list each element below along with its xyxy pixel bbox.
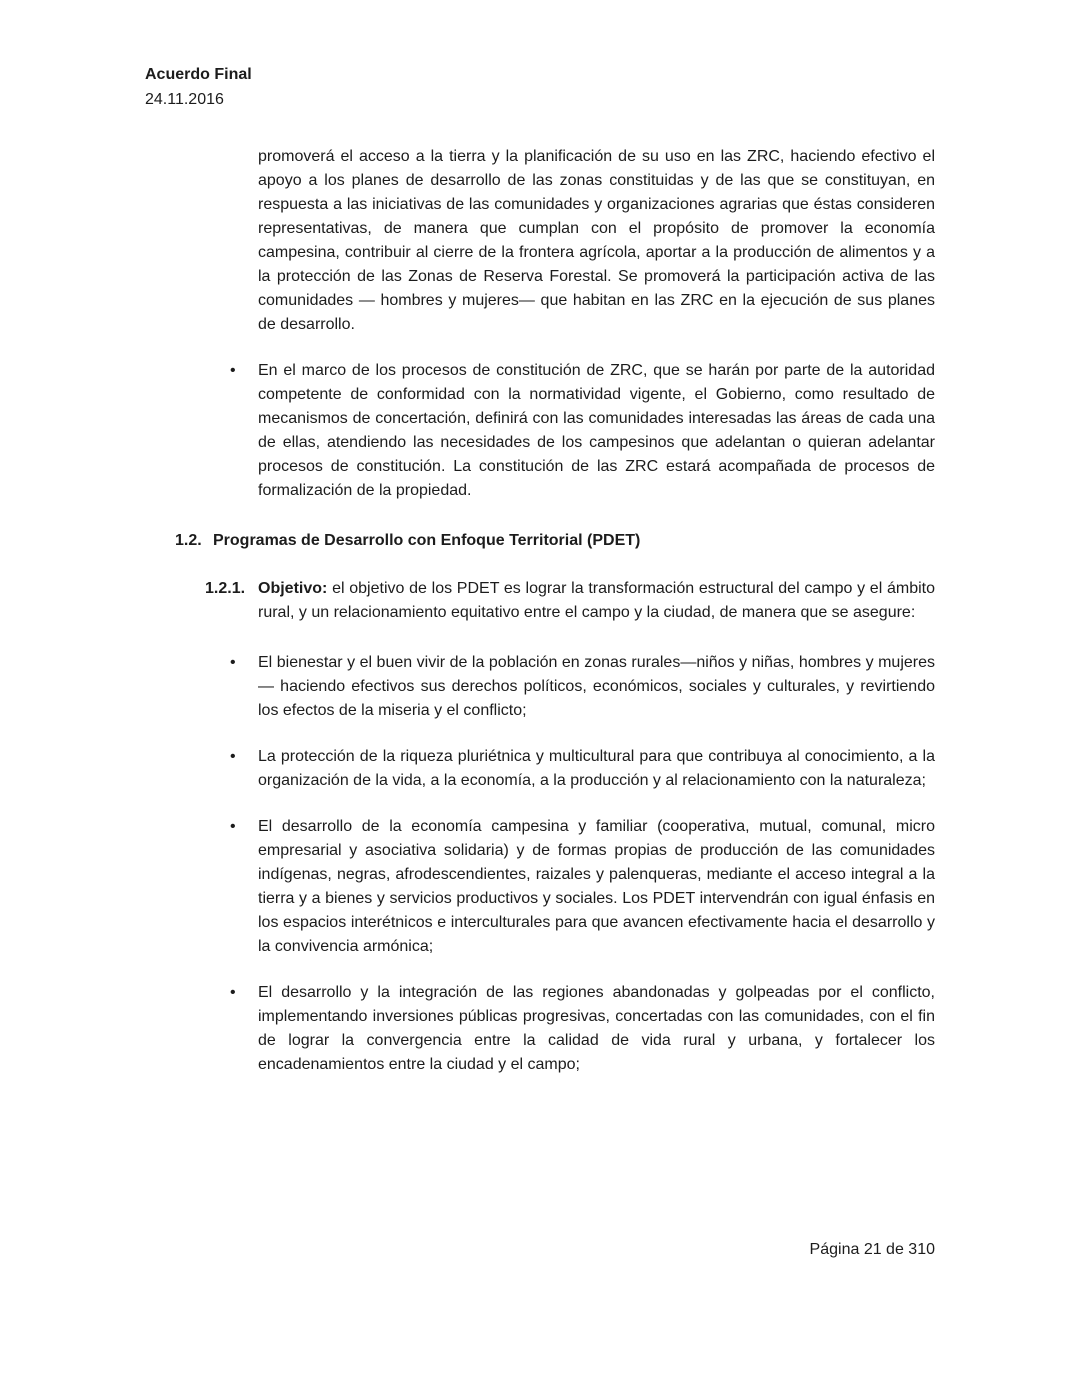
bullet-item-bienestar	[230, 651, 935, 723]
section-title: Programas de Desarrollo con Enfoque Territorial (PDET)	[213, 532, 641, 549]
document-date: 24.11.2016	[145, 91, 224, 108]
bullet-item-proteccion	[230, 745, 935, 793]
document-header	[145, 62, 252, 112]
section-heading-1-2	[175, 529, 935, 553]
bullet-icon: •	[230, 818, 236, 835]
bullet-text: El bienestar y el buen vivir de la población en zonas rurales—niños y niñas, hombres y mujeres— haciendo efectivos sus derechos políticos, económicos, sociales y culturales, y revirtiendo los efectos de la miseria y el conflicto;	[258, 654, 935, 719]
bullet-item-integracion-regiones	[230, 981, 935, 1077]
bullet-icon: •	[230, 362, 236, 379]
bullet-text: En el marco de los procesos de constitución de ZRC, que se harán por parte de la autoridad competente de conformidad con la normatividad vigente, el Gobierno, como resultado de mecanismos de concertación, definirá con las comunidades interesadas las áreas de cada una de ellas, atendiendo las necesidades de los campesinos que adelantan o quieran adelantar procesos de constitución. La constitución de las ZRC estará acompañada de procesos de formalización de la propiedad.	[258, 362, 935, 499]
document-body	[145, 145, 935, 1099]
bullet-text: El desarrollo de la economía campesina y familiar (cooperativa, mutual, comunal, micro empresarial y asociativa solidaria) y de formas propias de producción de las comunidades indígenas, negras, afrodescendientes, raizales y palenqueras, mediante el acceso integral a la tierra y a bienes y servicios productivos y sociales. Los PDET intervendrán con igual énfasis en los espacios interétnicos e interculturales para que avancen efectivamente hacia el desarrollo y la convivencia armónica;	[258, 818, 935, 955]
bullet-icon: •	[230, 748, 236, 765]
document-title: Acuerdo Final	[145, 66, 252, 83]
section-number: 1.2.	[175, 532, 202, 549]
bullet-item-zrc-constitucion	[230, 359, 935, 503]
bullet-item-desarrollo-economia	[230, 815, 935, 959]
document-footer	[810, 1238, 935, 1262]
objective-label: Objetivo:	[258, 580, 328, 597]
paragraph-zrc-continuation: promoverá el acceso a la tierra y la planificación de su uso en las ZRC, haciendo efectivo el apoyo a los planes de desarrollo de las zonas constituidas y de las que se constituyan, en respuesta a las iniciativas de las comunidades y organizaciones agrarias que éstas consideren representativas, de manera que cumplan con el propósito de promover la economía campesina, contribuir al cierre de la frontera agrícola, aportar a la producción de alimentos y a la protección de las Zonas de Reserva Forestal. Se promoverá la participación activa de las comunidades — hombres y mujeres— que habitan en las ZRC en la ejecución de sus planes de desarrollo.	[258, 148, 935, 333]
subsection-1-2-1-objetivo	[205, 577, 936, 625]
subsection-number: 1.2.1.	[205, 580, 246, 597]
bullet-icon: •	[230, 654, 236, 671]
bullet-icon: •	[230, 984, 236, 1001]
bullet-text: El desarrollo y la integración de las regiones abandonadas y golpeadas por el conflicto, implementando inversiones públicas progresivas, concertadas con las comunidades, con el fin de lograr la convergencia entre la calidad de vida rural y urbana, y fortalecer los encadenamientos entre la ciudad y el campo;	[258, 984, 935, 1073]
bullet-text: La protección de la riqueza pluriétnica y multicultural para que contribuya al conocimiento, a la organización de la vida, a la economía, a la producción y al relacionamiento con la naturaleza;	[258, 748, 935, 789]
page-number: Página 21 de 310	[809, 1241, 935, 1258]
objective-text: el objetivo de los PDET es lograr la transformación estructural del campo y el ámbito rural, y un relacionamiento equitativo entre el campo y la ciudad, de manera que se asegure:	[258, 580, 936, 621]
